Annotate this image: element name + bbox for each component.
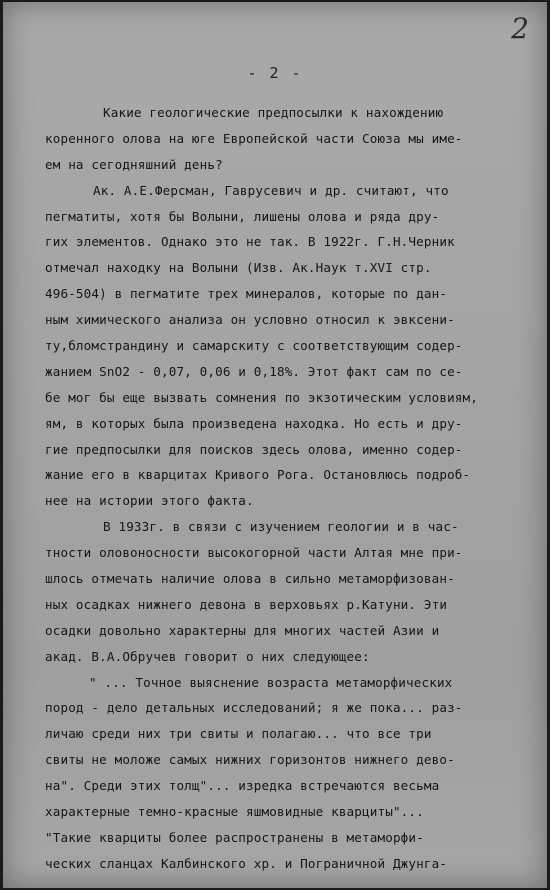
text-line: на". Среди этих толщ"... изредка встречаются весьма xyxy=(45,778,440,794)
text-line: ным химического анализа он условно относил к эвксени- xyxy=(45,312,455,328)
text-line: 496-504) в пегматите трех минералов, которые по дан- xyxy=(45,286,448,302)
text-line: ных осадках нижнего девона в верховьях р.Катуни. Эти xyxy=(45,596,448,612)
text-line: гие предпосылки для поисков здесь олова, именно содер- xyxy=(45,441,463,457)
text-line: В 1933г. в связи с изучением геологии и в час- xyxy=(103,519,459,535)
text-line: ческих сланцах Калбинского хр. и Пограничной Джунга- xyxy=(45,855,448,871)
text-line: Какие геологические предпосылки к нахождению xyxy=(103,105,444,120)
text-line: Ак. А.Е.Ферсман, Гаврусевич и др. считают, что xyxy=(93,182,449,198)
text-line: бе мог бы еще вызвать сомнения по экзотическим условиям, xyxy=(45,389,478,405)
text-line: " ... Точное выяснение возраста метаморфических xyxy=(89,674,453,690)
body-text xyxy=(45,100,523,877)
text-line: отмечал находку на Волыни (Изв. Ак.Наук т.XVI стр. xyxy=(45,260,432,276)
text-line: пегматиты, хотя бы Волыни, лишены олова и ряда дру- xyxy=(45,208,440,224)
text-line: характерные темно-красные яшмовидные кварциты"... xyxy=(45,804,424,820)
text-line: свиты не моложе самых нижних горизонтов нижнего дево- xyxy=(45,752,455,768)
text-line: личаю среди них три свиты и полагаю... что все три xyxy=(45,726,432,742)
text-line: гих элементов. Однако это не так. В 1922г. Г.Н.Черник xyxy=(45,234,455,250)
text-line: жание его в кварцитах Кривого Рога. Остановлюсь подроб- xyxy=(45,467,471,483)
text-line: акад. В.А.Обручев говорит о них следующее: xyxy=(45,648,370,664)
text-line: ту,бломстрандину и самарскиту с соответствующим содер- xyxy=(45,338,463,354)
text-line: шлось отмечать наличие олова в сильно метаморфизован- xyxy=(45,571,455,587)
text-line: пород - дело детальных исследований; я же пока... раз- xyxy=(45,700,463,716)
document-page xyxy=(3,2,547,888)
text-line: ем на сегодняшний день? xyxy=(45,156,223,172)
text-line: жанием SnO2 - 0,07, 0,06 и 0,18%. Этот факт сам по се- xyxy=(45,363,463,379)
text-line: нее на истории этого факта. xyxy=(45,493,254,509)
corner-page-number: 2 xyxy=(511,12,529,45)
text-line: осадки довольно характерны для многих частей Азии и xyxy=(45,622,440,638)
text-line: "Такие кварциты более распространены в метаморфи- xyxy=(45,829,424,845)
text-line: тности оловоносности высокогорной части Алтая мне при- xyxy=(45,545,463,561)
text-line: ям, в которых была произведена находка. Но есть и дру- xyxy=(45,415,463,431)
page-number: - 2 - xyxy=(247,64,303,82)
text-line: коренного олова на юге Европейской части Союза мы име- xyxy=(45,130,463,146)
